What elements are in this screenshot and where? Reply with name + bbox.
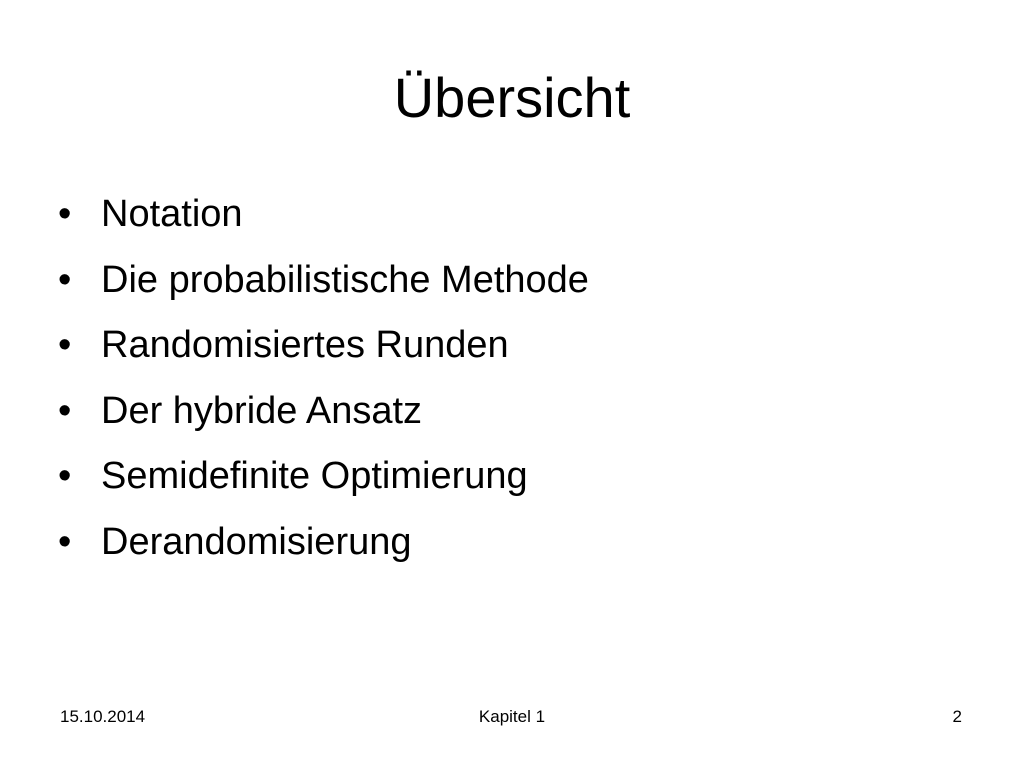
slide-title: Übersicht bbox=[393, 66, 631, 129]
bullet-text: Notation bbox=[101, 193, 243, 235]
bullet-point: • bbox=[58, 324, 72, 366]
footer-page-number: 2 bbox=[952, 707, 962, 726]
footer-chapter: Kapitel 1 bbox=[478, 707, 546, 726]
bullet-text: Semidefinite Optimierung bbox=[101, 455, 528, 497]
bullet-point: • bbox=[58, 193, 72, 235]
footer-date: 15.10.2014 bbox=[60, 707, 146, 726]
bullet-point: • bbox=[58, 455, 72, 497]
bullet-text: Die probabilistische Methode bbox=[101, 258, 589, 301]
bullet-text: Derandomisierung bbox=[101, 520, 412, 563]
bullet-point: • bbox=[58, 520, 72, 563]
bullet-point: • bbox=[58, 258, 72, 301]
bullet-text: Der hybride Ansatz bbox=[101, 389, 423, 432]
bullet-point: • bbox=[58, 389, 72, 432]
bullet-text: Randomisiertes Runden bbox=[101, 324, 509, 366]
